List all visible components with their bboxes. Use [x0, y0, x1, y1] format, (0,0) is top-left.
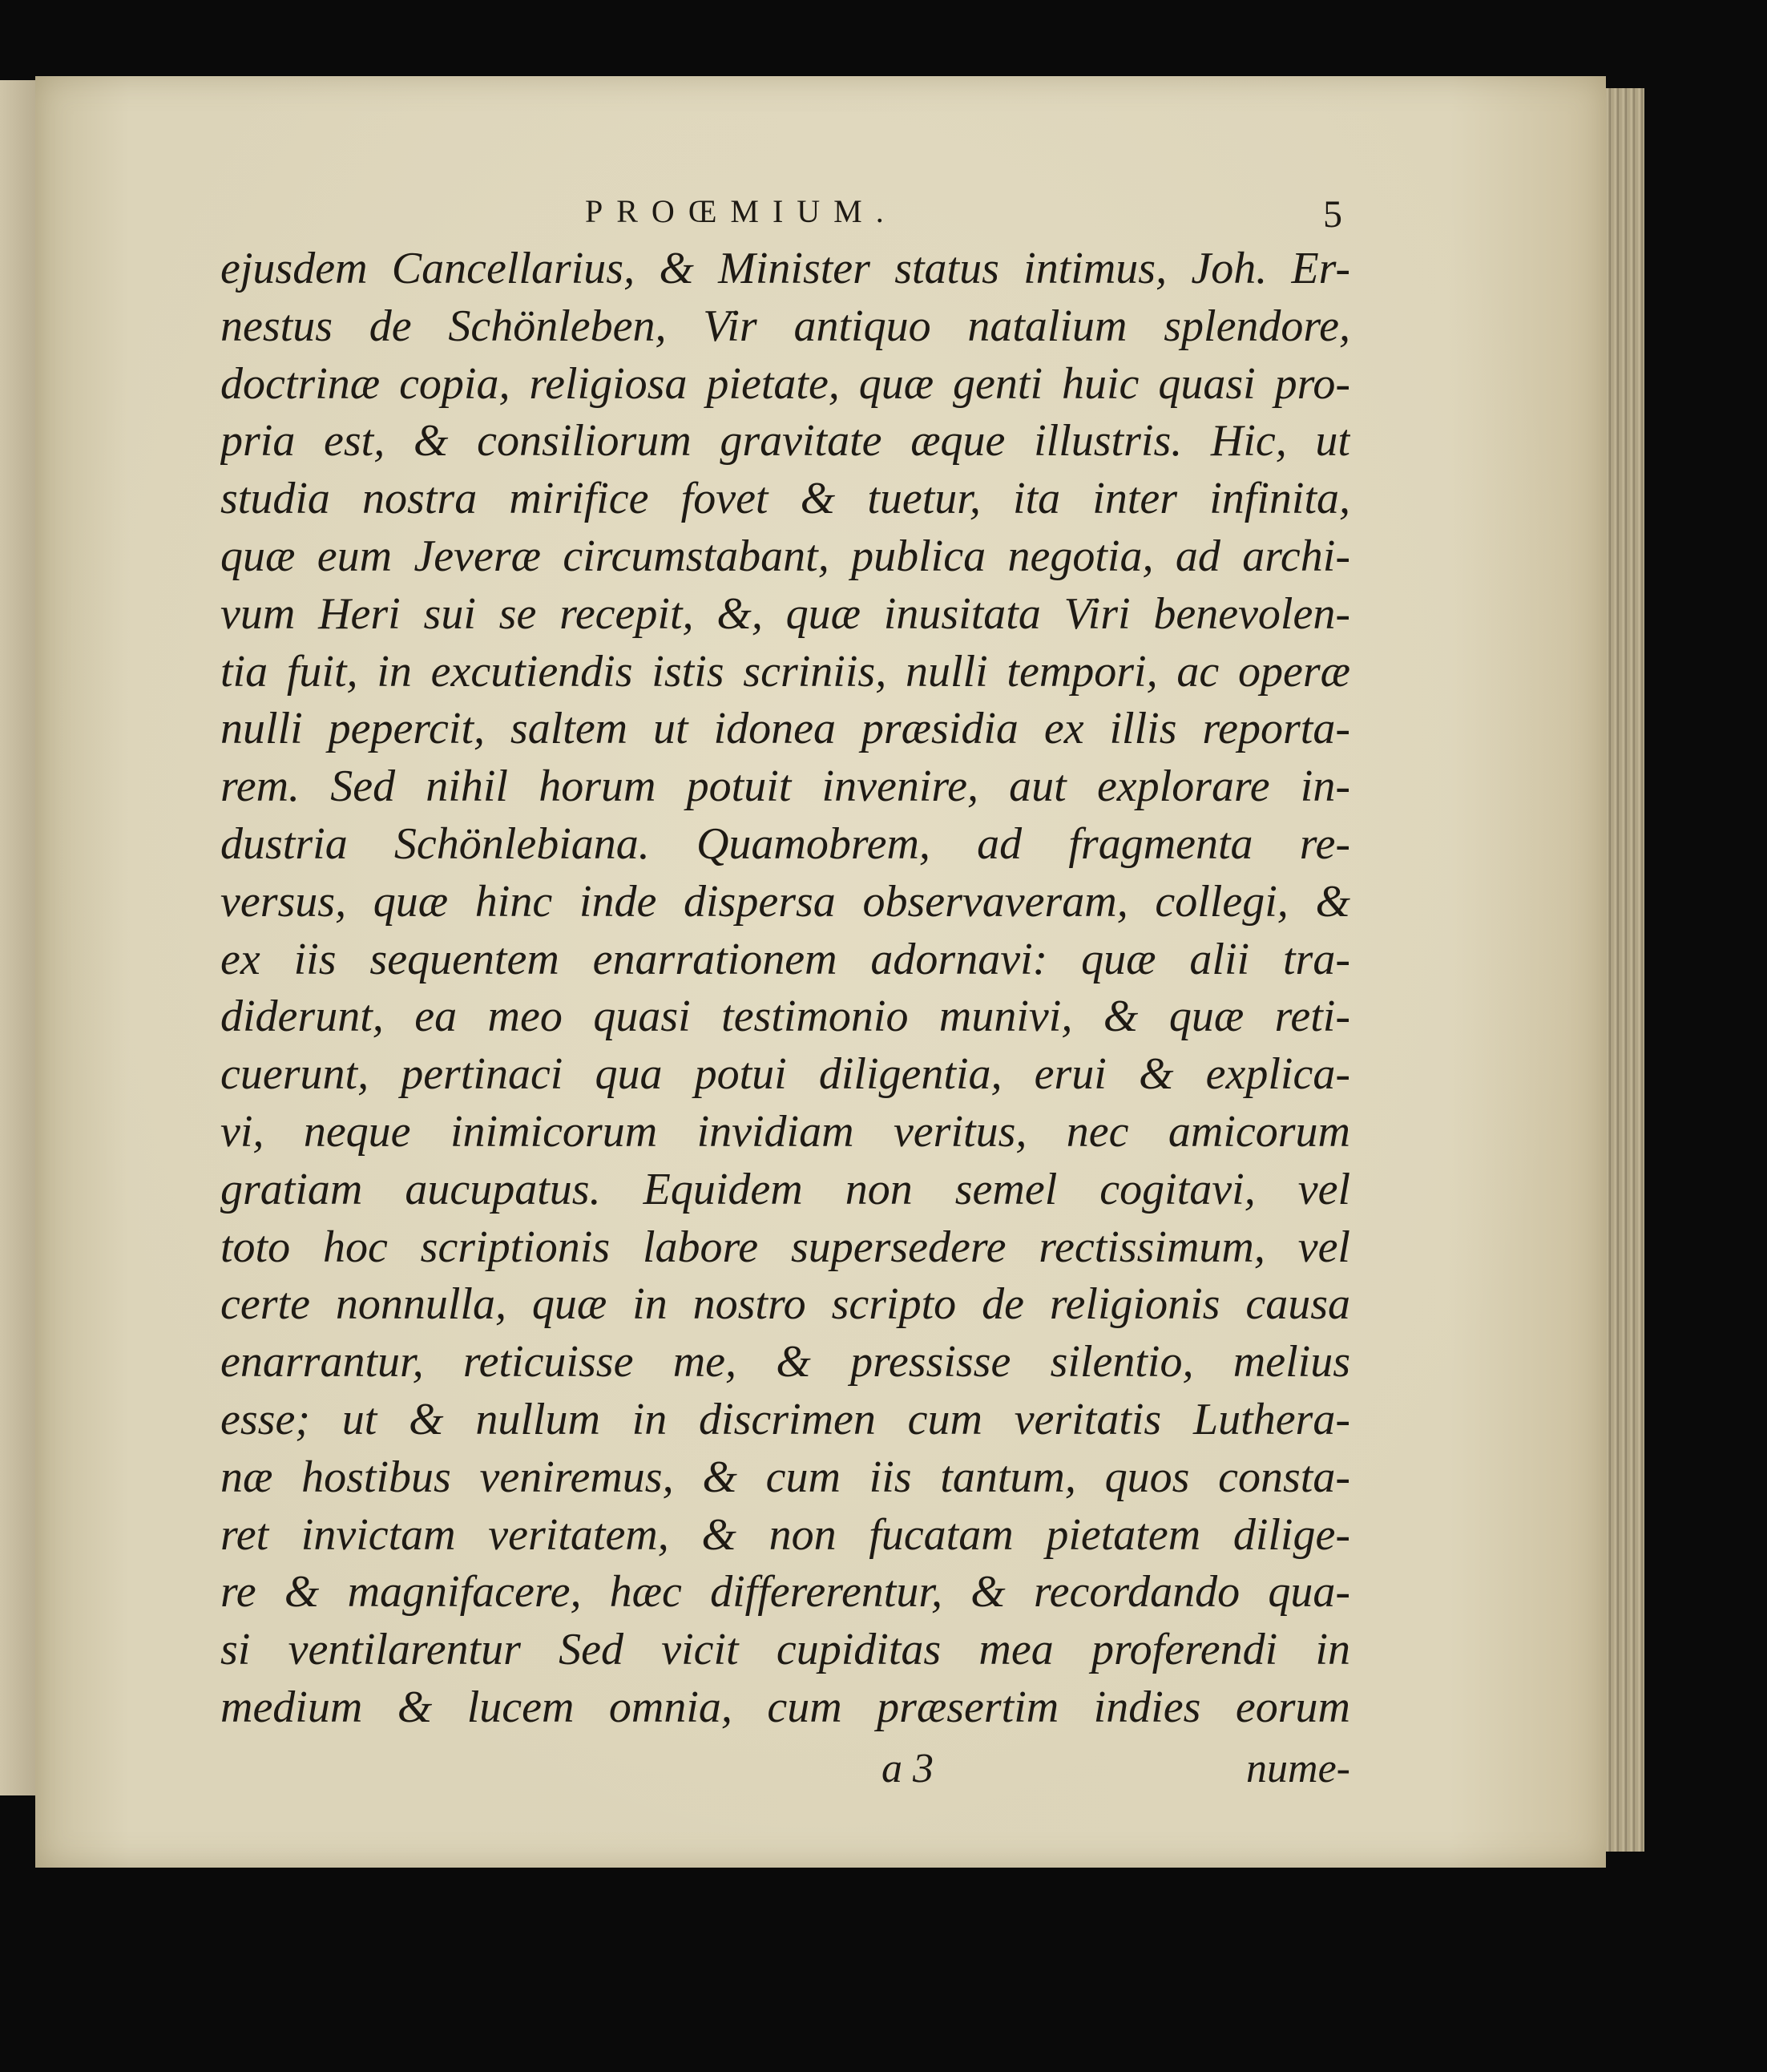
text-line: nestus de Schönleben, Vir antiquo natalium splendore, — [220, 301, 1350, 351]
text-block — [220, 184, 1350, 1805]
text-line: re & magnifacere, hæc differerentur, & recordando qua- — [220, 1567, 1350, 1618]
text-line: vi, neque inimicorum invidiam veritus, nec amicorum — [220, 1106, 1350, 1157]
text-line: gratiam aucupatus. Equidem non semel cogitavi, vel — [220, 1164, 1350, 1214]
text-line: vum Heri sui se recepit, &, quæ inusitata Viri benevolen- — [220, 588, 1350, 639]
text-line: pria est, & consiliorum gravitate æque illustris. Hic, ut — [220, 416, 1350, 467]
text-line: cuerunt, pertinaci qua potui diligentia, erui & explica- — [220, 1049, 1350, 1100]
text-line: dustria Schönlebiana. Quamobrem, ad fragmenta re- — [220, 818, 1350, 869]
text-line: rem. Sed nihil horum potuit invenire, aut explorare in- — [220, 761, 1350, 812]
page-footer — [220, 1745, 1350, 1805]
text-line: ret invictam veritatem, & non fucatam pietatem dilige- — [220, 1509, 1350, 1560]
catchword: nume- — [1246, 1745, 1350, 1791]
text-line: studia nostra mirifice fovet & tuetur, ita inter infinita, — [220, 474, 1350, 524]
text-line: esse; ut & nullum in discrimen cum veritatis Luthera- — [220, 1394, 1350, 1444]
text-line: doctrinæ copia, religiosa pietate, quæ genti huic quasi pro- — [220, 358, 1350, 409]
text-line: medium & lucem omnia, cum præsertim indies eorum — [220, 1682, 1350, 1732]
running-head: PROŒMIUM. — [585, 193, 898, 229]
text-line: nulli pepercit, saltem ut idonea præsidia ex illis reporta- — [220, 704, 1350, 754]
text-line: diderunt, ea meo quasi testimonio munivi, & quæ reti- — [220, 992, 1350, 1042]
text-line: næ hostibus veniremus, & cum iis tantum, quos consta- — [220, 1452, 1350, 1502]
text-line: quæ eum Jeveræ circumstabant, publica negotia, ad archi- — [220, 531, 1350, 581]
text-line: ejusdem Cancellarius, & Minister status intimus, Joh. Er- — [220, 244, 1350, 293]
text-line: tia fuit, in excutiendis istis scriniis, nulli tempori, ac operæ — [220, 646, 1350, 697]
text-line: ex iis sequentem enarrationem adornavi: quæ alii tra- — [220, 934, 1350, 984]
text-line: versus, quæ hinc inde dispersa observaveram, collegi, & — [220, 876, 1350, 927]
body-text — [220, 240, 1350, 1737]
page-header — [220, 184, 1350, 240]
signature-mark: a 3 — [881, 1745, 934, 1791]
text-line: enarrantur, reticuisse me, & pressisse silentio, melius — [220, 1337, 1350, 1387]
text-line: certe nonnulla, quæ in nostro scripto de religionis causa — [220, 1279, 1350, 1330]
text-line: si ventilarentur Sed vicit cupiditas mea proferendi in — [220, 1625, 1350, 1675]
page-number: 5 — [1323, 193, 1342, 236]
text-line: toto hoc scriptionis labore supersedere rectissimum, vel — [220, 1222, 1350, 1272]
